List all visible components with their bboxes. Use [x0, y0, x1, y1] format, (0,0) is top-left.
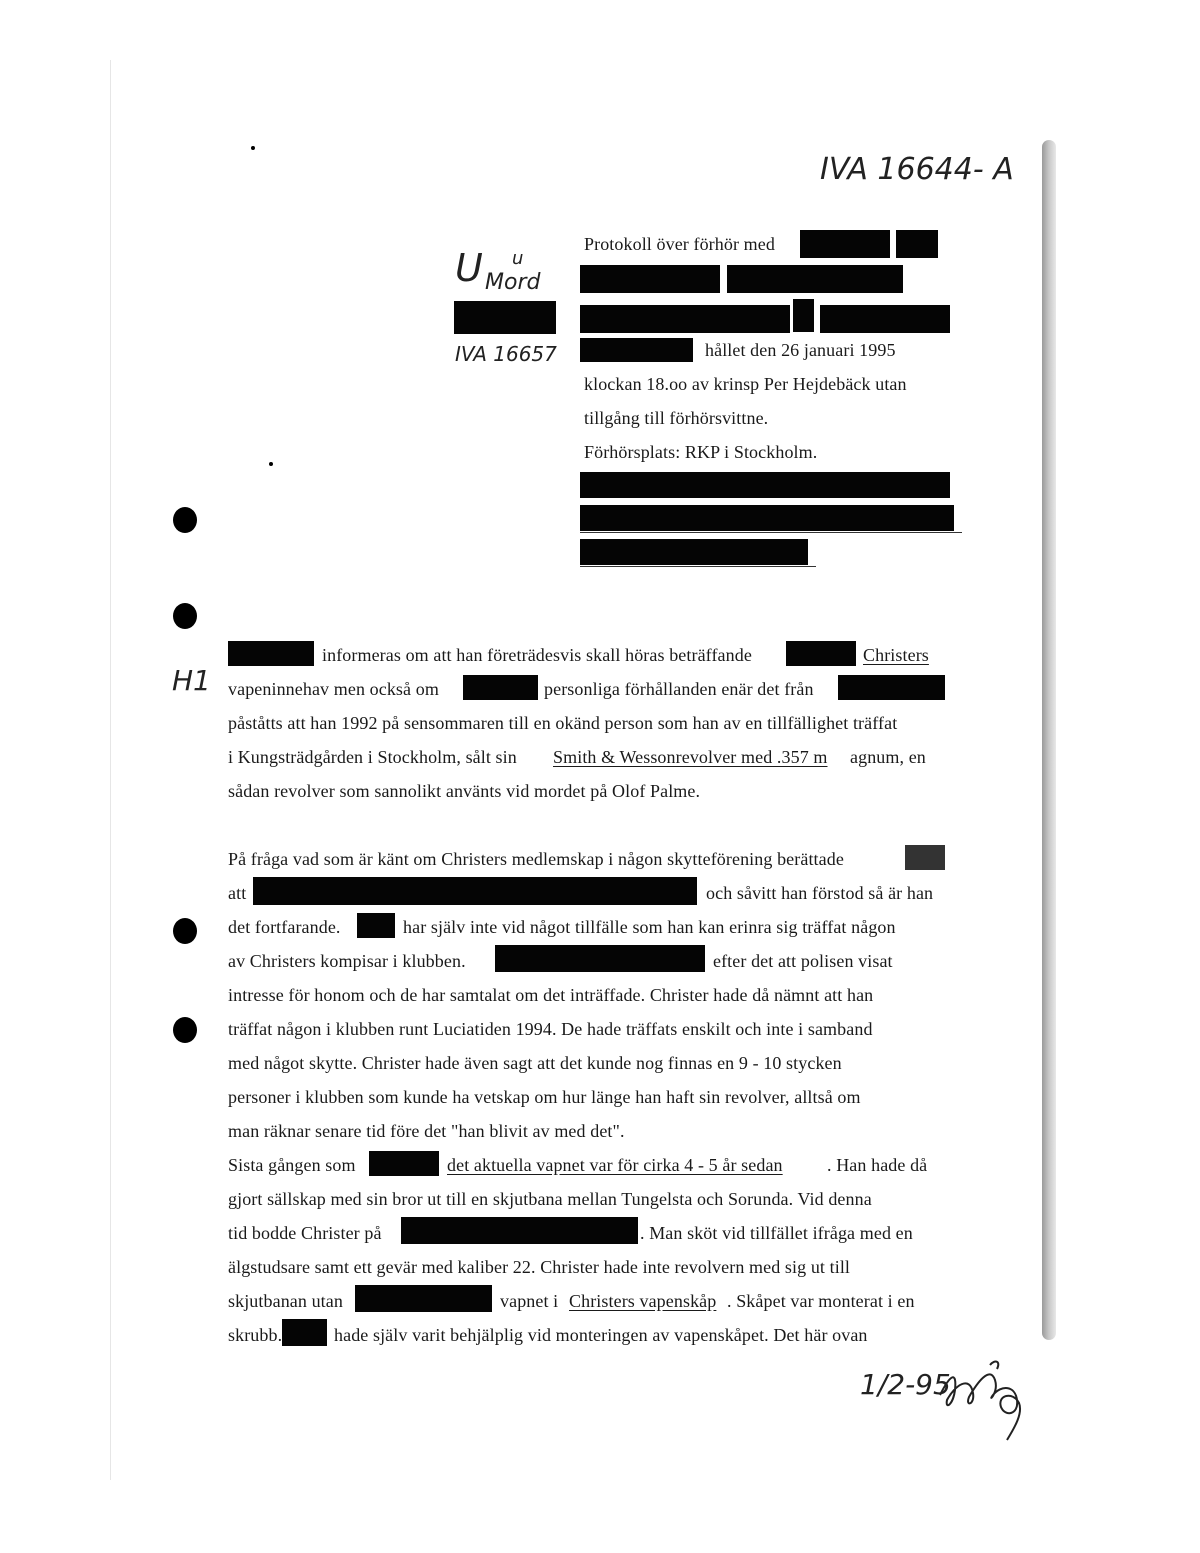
margin-id-handwritten: IVA 16657 — [455, 342, 557, 366]
speck — [251, 146, 255, 150]
p2-line-4b: efter det att polisen visat — [713, 951, 893, 971]
handnote-u-small: u — [512, 248, 524, 269]
p2-line-8: personer i klubben som kunde ha vetskap om hur länge han haft sin revolver, alltså om — [228, 1087, 861, 1107]
p1-line-1b: Christers — [863, 645, 929, 665]
redaction — [727, 265, 903, 293]
redaction — [905, 845, 945, 870]
p2-line-4a: av Christers kompisar i klubben. — [228, 951, 466, 971]
header-line-4: hållet den 26 januari 1995 — [705, 340, 896, 360]
redaction — [800, 230, 890, 258]
p2-line-1: På fråga vad som är känt om Christers medlemskap i någon skytteförening berättade — [228, 849, 844, 869]
p2-line-14c: Christers vapenskåp — [569, 1291, 717, 1311]
underline-rule — [580, 566, 816, 567]
redaction — [793, 299, 814, 332]
margin-mark-handwritten: H1 — [172, 664, 211, 697]
header-line-6: tillgång till förhörsvittne. — [584, 408, 769, 428]
p1-line-1a: informeras om att han företrädesvis skall höras beträffande — [322, 645, 752, 665]
underline-rule — [580, 532, 962, 533]
punch-hole — [173, 603, 197, 629]
redaction — [580, 539, 808, 565]
p1-line-4a: i Kungsträdgården i Stockholm, sålt sin — [228, 747, 517, 767]
handnote-u-large: U — [455, 246, 483, 290]
redaction — [454, 301, 556, 334]
redaction — [253, 877, 697, 905]
redaction — [580, 505, 954, 531]
p1-line-2a: vapeninnehav men också om — [228, 679, 439, 699]
redaction — [786, 641, 856, 666]
p2-line-15b: hade själv varit behjälplig vid monteringen av vapenskåpet. Det här ovan — [334, 1325, 868, 1345]
speck — [269, 462, 273, 466]
p2-line-10b: det aktuella vapnet var för cirka 4 - 5 år sedan — [447, 1155, 783, 1175]
redaction — [355, 1285, 492, 1312]
signature-date: 1/2-95 — [860, 1368, 951, 1401]
p2-line-15a: skrubb. — [228, 1325, 283, 1345]
p2-line-11: gjort sällskap med sin bror ut till en skjutbana mellan Tungelsta och Sorunda. Vid denna — [228, 1189, 872, 1209]
p2-line-2a: att — [228, 883, 247, 903]
p2-line-14b: vapnet i — [500, 1291, 559, 1311]
redaction — [228, 641, 314, 666]
redaction — [838, 675, 945, 700]
p1-line-4c: agnum, en — [850, 747, 926, 767]
p2-line-12b: . Man sköt vid tillfället ifråga med en — [640, 1223, 913, 1243]
p2-line-10a: Sista gången som — [228, 1155, 356, 1175]
p2-line-6: träffat någon i klubben runt Luciatiden 1994. De hade träffats enskilt och inte i samband — [228, 1019, 873, 1039]
redaction — [357, 913, 395, 938]
redaction — [463, 675, 538, 700]
redaction — [580, 305, 790, 333]
header-line-1: Protokoll över förhör med — [584, 234, 775, 254]
p2-line-3b: har själv inte vid något tillfälle som han kan erinra sig träffat någon — [403, 917, 896, 937]
p2-line-5: intresse för honom och de har samtalat om det inträffade. Christer hade då nämnt att han — [228, 985, 874, 1005]
p2-line-12a: tid bodde Christer på — [228, 1223, 382, 1243]
scan-edge — [110, 60, 111, 1480]
p2-line-10c: . Han hade då — [827, 1155, 928, 1175]
redaction — [580, 338, 693, 362]
handnote-mord: Mord — [485, 270, 541, 295]
scan-shadow — [1042, 140, 1056, 1340]
p1-line-5: sådan revolver som sannolikt använts vid mordet på Olof Palme. — [228, 781, 701, 801]
redaction — [282, 1319, 327, 1346]
redaction — [896, 230, 938, 258]
redaction — [580, 265, 720, 293]
punch-hole — [173, 918, 197, 944]
p1-line-4b: Smith & Wessonrevolver med .357 m — [553, 747, 828, 767]
document-id-handwritten: IVA 16644- A — [820, 152, 1014, 187]
header-line-5: klockan 18.oo av krinsp Per Hejdebäck utan — [584, 374, 907, 394]
signature — [935, 1355, 1035, 1445]
p2-line-13: älgstudsare samt ett gevär med kaliber 22. Christer hade inte revolvern med sig ut till — [228, 1257, 851, 1277]
p2-line-9: man räknar senare tid före det "han blivit av med det". — [228, 1121, 625, 1141]
punch-hole — [173, 1017, 197, 1043]
redaction — [820, 305, 950, 333]
p2-line-14a: skjutbanan utan — [228, 1291, 343, 1311]
p2-line-3a: det fortfarande. — [228, 917, 341, 937]
redaction — [401, 1217, 638, 1244]
p2-line-14d: . Skåpet var monterat i en — [727, 1291, 915, 1311]
p2-line-7: med något skytte. Christer hade även sagt att det kunde nog finnas en 9 - 10 stycken — [228, 1053, 842, 1073]
redaction — [369, 1151, 439, 1176]
p1-line-2b: personliga förhållanden enär det från — [544, 679, 814, 699]
punch-hole — [173, 507, 197, 533]
p1-line-3: påståtts att han 1992 på sensommaren till en okänd person som han av en tillfällighet träffat — [228, 713, 898, 733]
p2-line-2b: och såvitt han förstod så är han — [706, 883, 934, 903]
header-line-7: Förhörsplats: RKP i Stockholm. — [584, 442, 818, 462]
redaction — [495, 945, 705, 972]
redaction — [580, 472, 950, 498]
